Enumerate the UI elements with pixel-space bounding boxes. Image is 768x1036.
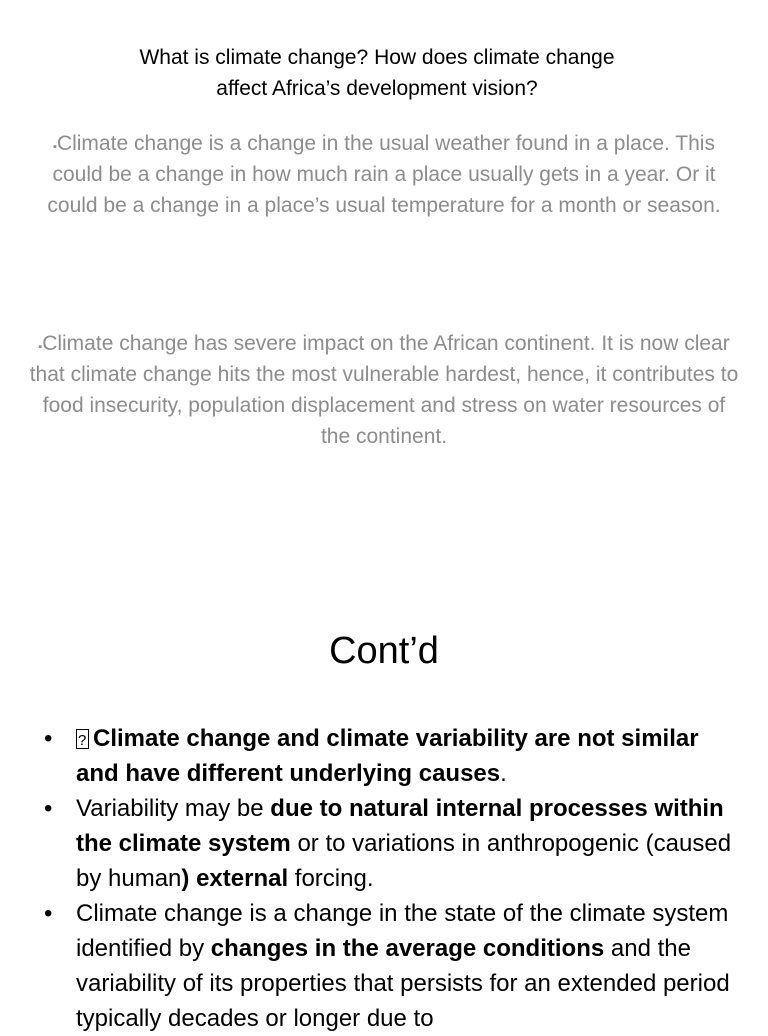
bullet2-bold1: due to natural internal processes within the climate system (76, 795, 724, 857)
definition-text: Climate change is a change in the usual weather found in a place. This could be a change in how much rain a place usually gets in a year. Or it could be a change in a place’s usual temperature for a month or season. (47, 132, 721, 217)
bullet1-bold: Climate change and climate variability are not similar and have different underlying causes (76, 725, 699, 787)
bullet3-bold1: changes in the average conditions (210, 935, 605, 962)
bullet-dot-icon: • (44, 725, 53, 752)
bullet2-text3: forcing. (288, 865, 374, 892)
list-item (40, 896, 745, 1036)
slide1-title (100, 42, 654, 104)
list-item (40, 721, 745, 791)
bullet3-text1: Climate change is a change in the state of the climate system identified by (76, 900, 729, 962)
bullet-dot-icon: • (44, 795, 53, 822)
slide1-title-line2: affect Africa’s development vision? (216, 77, 538, 100)
bullet2-bold2: ) external (181, 865, 289, 892)
bullet2-text2: or to variations in anthropogenic (caused by human (76, 830, 732, 892)
bullet3-text2: and the variability of its properties that persists for an extended period typically decades or longer due to (76, 935, 730, 1032)
slide2-title: Cont’d (329, 630, 439, 672)
definition-paragraph (28, 128, 740, 221)
missing-glyph-icon (76, 729, 89, 749)
square-bullet-icon: ▪ (38, 341, 43, 353)
bullet2-text1: Variability may be (76, 795, 271, 822)
bullet-list (40, 721, 745, 1036)
impact-text: Climate change has severe impact on the African continent. It is now clear that climate change hits the most vulnerable hardest, hence, it contributes to food insecurity, population displacement and stress on water resources of the continent. (29, 332, 739, 448)
bullet-dot-icon: • (44, 900, 53, 927)
bullet1-tail: . (500, 760, 507, 787)
list-item (40, 791, 745, 896)
square-bullet-icon: ▪ (53, 141, 57, 153)
slide1-title-line1: What is climate change? How does climate change (139, 46, 615, 69)
impact-paragraph (28, 328, 740, 452)
